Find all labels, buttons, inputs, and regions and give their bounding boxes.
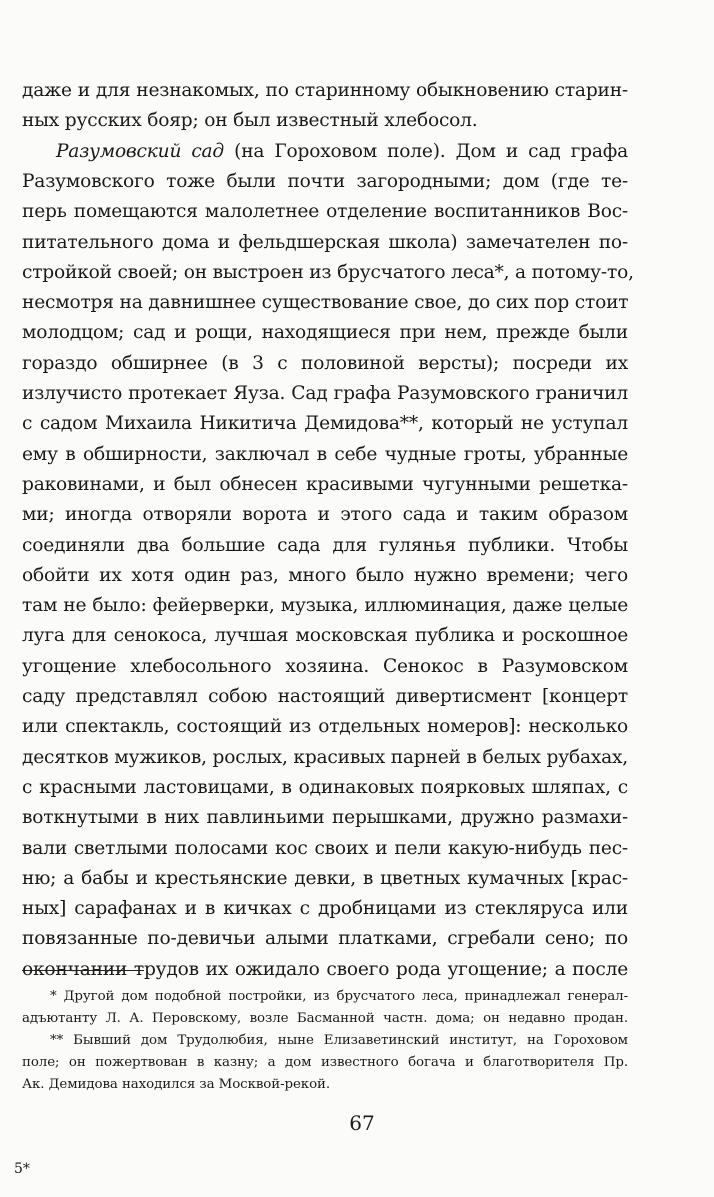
section-heading: Разумовский сад — [56, 140, 225, 162]
text-line: обойти их хотя один раз, много было нужно времени; чего — [22, 564, 628, 586]
text-line: десятков мужиков, рослых, красивых парней в белых рубахах, — [22, 746, 628, 768]
footnote-line: Ак. Демидова находился за Москвой-рекой. — [22, 1077, 331, 1092]
text-line: там не было: фейерверки, музыка, иллюминация, даже целые — [22, 595, 628, 617]
text-line: или спектакль, состоящий из отдельных номеров]: несколько — [22, 716, 628, 738]
text-line: ных] сарафанах и в кичках с дробницами из стекляруса или — [22, 898, 628, 920]
text-line: Разумовского тоже были почти загородными; дом (где те- — [22, 170, 628, 192]
text-line-rest: (на Гороховом поле). Дом и сад графа — [224, 140, 628, 162]
text-line: раковинами, и был обнесен красивыми чугунными решетка- — [22, 473, 628, 495]
text-line: даже и для незнакомых, по старинному обыкновению старин- — [22, 80, 628, 101]
text-line: повязанные по-девичьи алыми платками, сгребали сено; по — [22, 928, 628, 950]
text-line: излучисто протекает Яуза. Сад графа Разумовского граничил — [22, 383, 628, 404]
page-number: 67 — [349, 1111, 375, 1135]
text-line: питательного дома и фельдшерская школа) замечателен по- — [22, 231, 628, 253]
footnote-line: адъютанту Л. А. Перовскому, возле Басманной частн. дома; он недавно продан. — [22, 1011, 628, 1026]
text-line: стройкой своей; он выстроен из брусчатого леса*, а потому-то, — [22, 261, 634, 283]
text-line: гораздо обширнее (в 3 с половиной версты); посреди их — [22, 352, 628, 374]
text-line — [56, 137, 628, 167]
text-line: окончании трудов их ожидало своего рода угощение; а после — [22, 958, 628, 980]
footnote-line: ** Бывший дом Трудолюбия, ныне Елизаветинский институт, на Гороховом — [50, 1033, 628, 1048]
text-line: воткнутыми в них павлиньими перышками, дружно размахи- — [22, 807, 628, 829]
footnote-line: поле; он пожертвован в казну; а дом известного богача и благотворителя Пр. — [22, 1055, 628, 1070]
text-line: угощение хлебосольного хозяина. Сенокос в Разумовском — [22, 655, 628, 677]
text-line: ню; а бабы и крестьянские девки, в цветных кумачных [крас- — [22, 867, 628, 889]
main-text — [0, 76, 714, 980]
footnote-divider — [22, 970, 144, 971]
text-line: перь помещаются малолетнее отделение воспитанников Вос- — [22, 201, 628, 223]
text-line: вали светлыми полосами кос своих и пели какую-нибудь пес- — [22, 837, 628, 859]
text-line: молодцом; сад и рощи, находящиеся при нем, прежде были — [22, 322, 628, 344]
text-line: соединяли два большие сада для гулянья публики. Чтобы — [22, 534, 628, 556]
text-line: ми; иногда отворяли ворота и этого сада и таким образом — [22, 504, 628, 526]
text-line: несмотря на давнишнее существование свое, до сих пор стоит — [22, 292, 629, 314]
text-line: луга для сенокоса, лучшая московская публика и роскошное — [22, 625, 628, 647]
footnote-line: * Другой дом подобной постройки, из брусчатого леса, принадлежал генерал- — [50, 989, 628, 1004]
text-line: саду представлял собою настоящий дивертисмент [концерт — [22, 686, 628, 707]
text-line: ему в обширности, заключал в себе чудные гроты, убранные — [22, 443, 628, 465]
text-line: ных русских бояр; он был известный хлебосол. — [22, 110, 478, 132]
text-line: с красными ластовицами, в одинаковых поярковых шляпах, с — [22, 776, 628, 798]
signature-mark: 5* — [14, 1161, 30, 1177]
text-line: с садом Михаила Никитича Демидова**, который не уступал — [22, 413, 628, 435]
